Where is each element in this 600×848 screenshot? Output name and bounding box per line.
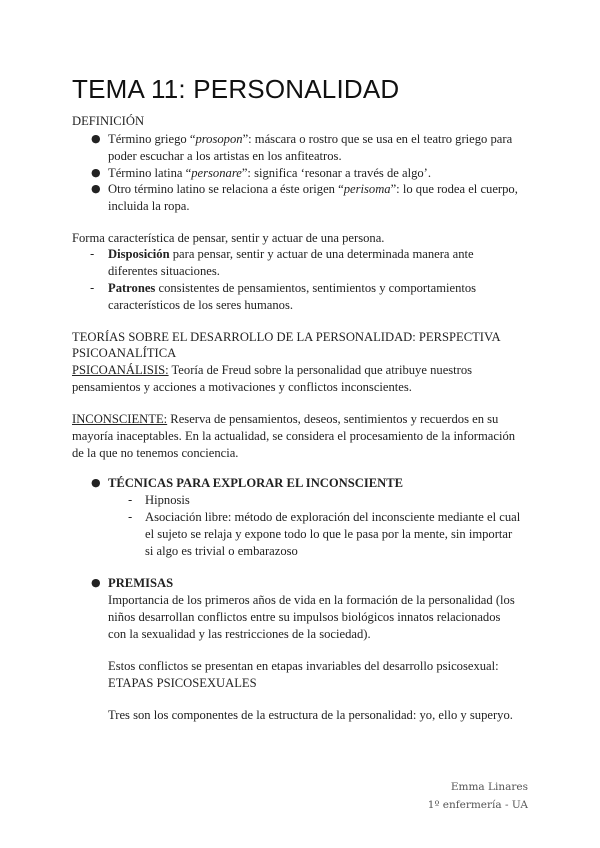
forma-intro: Forma característica de pensar, sentir y actuar de una persona.	[72, 231, 385, 245]
inconsciente-definition-cont: de la que no tenemos conciencia.	[72, 446, 239, 460]
tecnicas-heading: TÉCNICAS PARA EXPLORAR EL INCONSCIENTE	[108, 476, 404, 490]
psicoanalisis-definition: PSICOANÁLISIS: Teoría de Freud sobre la personalidad que atribuye nuestros	[72, 363, 473, 377]
premisas-paragraph-1: Importancia de los primeros años de vida en la formación de la personalidad (los	[108, 593, 515, 607]
dash-icon: -	[90, 246, 95, 261]
definicion-item-3: Otro término latino se relaciona a éste origen “perisoma”: lo que rodea el cuerpo,	[108, 182, 518, 196]
inconsciente-label: INCONSCIENTE:	[72, 412, 168, 426]
psicoanalisis-definition-cont: pensamientos y acciones a motivaciones y conflictos inconscientes.	[72, 380, 412, 394]
footer-course: 1º enfermería - UA	[427, 799, 528, 811]
tecnicas-item-2-cont: si algo es trivial o embarazoso	[145, 544, 298, 558]
bullet-icon: ●	[91, 476, 101, 489]
premisas-heading: PREMISAS	[108, 576, 174, 590]
inconsciente-definition-cont: mayoría inaceptables. En la actualidad, se considera el procesamiento de la información	[72, 429, 516, 443]
premisas-paragraph-3: Tres son los componentes de la estructura de la personalidad: yo, ello y superyo.	[108, 708, 513, 722]
tecnicas-item-2-cont: el sujeto se relaja y expone todo lo que le pasa por la mente, sin importar	[145, 527, 513, 541]
psicoanalisis-label: PSICOANÁLISIS:	[72, 363, 169, 377]
footer-author: Emma Linares	[450, 781, 528, 793]
premisas-paragraph-2: Estos conflictos se presentan en etapas invariables del desarrollo psicosexual:	[108, 659, 499, 673]
definicion-item-3-cont: incluida la ropa.	[108, 199, 190, 213]
inconsciente-definition: INCONSCIENTE: Reserva de pensamientos, deseos, sentimientos y recuerdos en su	[72, 412, 499, 426]
dash-icon: -	[90, 280, 95, 295]
tecnicas-item-1: Hipnosis	[145, 493, 190, 507]
bullet-icon: ●	[91, 132, 101, 145]
bullet-icon: ●	[91, 576, 101, 589]
tecnicas-item-2: Asociación libre: método de exploración del inconsciente mediante el cual	[145, 510, 521, 524]
premisas-paragraph-2-cont: ETAPAS PSICOSEXUALES	[108, 676, 257, 690]
forma-item-2: Patrones consistentes de pensamientos, sentimientos y comportamientos	[108, 281, 477, 295]
premisas-paragraph-1-cont: con la sexualidad y las restricciones de la sociedad).	[108, 627, 371, 641]
teorias-heading: TEORÍAS SOBRE EL DESARROLLO DE LA PERSONALIDAD: PERSPECTIVA	[72, 330, 501, 344]
definicion-item-1-cont: poder escuchar a los artistas en los anfiteatros.	[108, 149, 342, 163]
forma-item-1: Disposición para pensar, sentir y actuar de una determinada manera ante	[108, 247, 474, 261]
premisas-paragraph-1-cont: niños desarrollan conflictos entre su impulsos biológicos innatos relacionados	[108, 610, 501, 624]
bullet-icon: ●	[91, 182, 101, 195]
bullet-icon: ●	[91, 166, 101, 179]
definicion-heading: DEFINICIÓN	[72, 114, 145, 128]
forma-item-2-cont: característicos de los seres humanos.	[108, 298, 293, 312]
forma-item-1-cont: diferentes situaciones.	[108, 264, 220, 278]
definicion-item-1: Término griego “prosopon”: máscara o rostro que se usa en el teatro griego para	[108, 132, 513, 146]
teorias-heading-cont: PSICOANALÍTICA	[72, 346, 177, 360]
definicion-item-2: Término latina “personare”: significa ‘resonar a través de algo’.	[108, 166, 432, 180]
dash-icon: -	[128, 492, 133, 507]
dash-icon: -	[128, 509, 133, 524]
page-title: TEMA 11: PERSONALIDAD	[72, 74, 400, 104]
